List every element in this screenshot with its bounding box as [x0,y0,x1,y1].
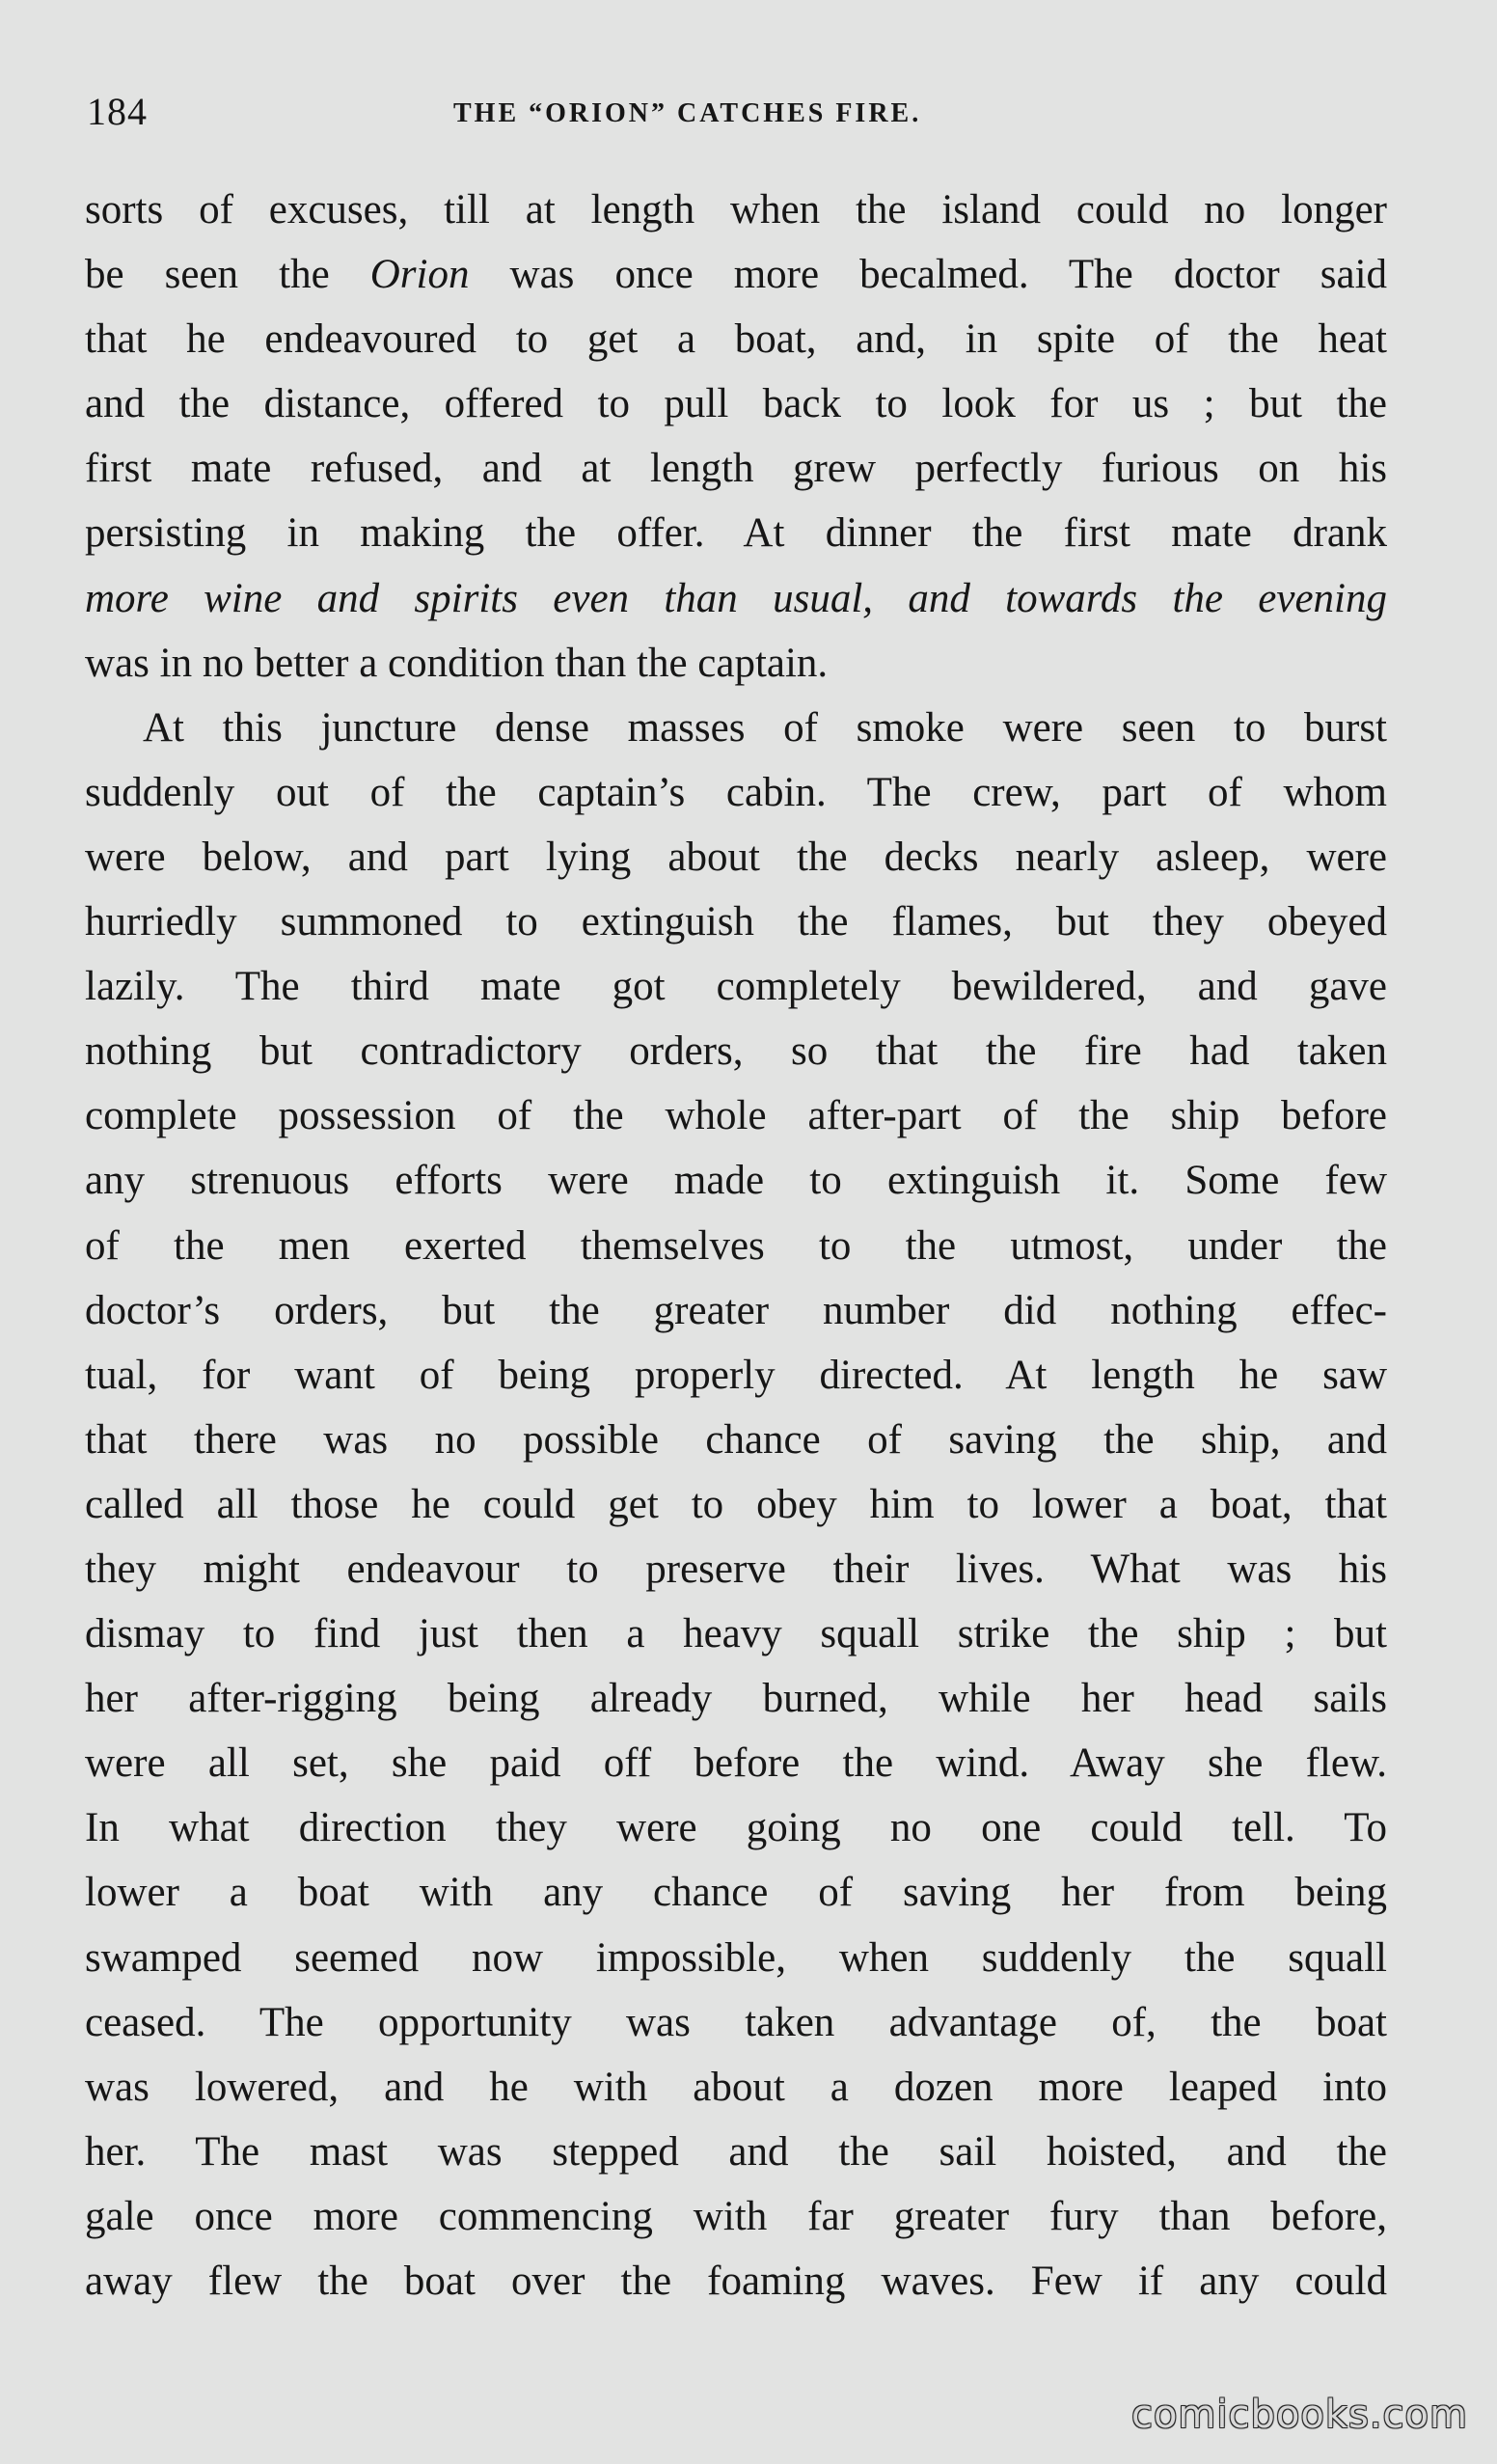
text-line: they might endeavour to preserve their lives. What was his [85,1546,1387,1592]
text-line: lazily. The third mate got completely bewildered, and gave [85,964,1387,1010]
text-line: of the men exerted themselves to the utmost, under the [85,1222,1387,1269]
running-head: THE “ORION” CATCHES FIRE. [453,98,922,128]
text-line: away flew the boat over the foaming waves. Few if any could [85,2259,1387,2304]
text-line: was lowered, and he with about a dozen more leaped into [85,2064,1387,2110]
text-line: persisting in making the offer. At dinner the first mate drank [85,510,1387,557]
text-line: that he endeavoured to get a boat, and, in spite of the heat [85,316,1387,363]
text-line: were below, and part lying about the decks nearly asleep, were [85,834,1387,880]
watermark: comicbooks.com [1130,2393,1468,2437]
text-fragment: was once more becalmed. The doctor said [509,252,1388,298]
text-line: complete possession of the whole after-part of the ship before [85,1093,1387,1139]
text-line: lower a boat with any chance of saving her from being [85,1870,1387,1916]
page-header [87,89,1389,147]
text-line: any strenuous efforts were made to extinguish it. Some few [85,1158,1387,1204]
text-line: was in no better a condition than the captain. [85,640,829,686]
text-line: hurriedly summoned to extinguish the flames, but they obeyed [85,899,1387,945]
text-line: nothing but contradictory orders, so that the fire had taken [85,1028,1387,1075]
text-line [85,242,1387,307]
text-line: and the distance, offered to pull back to look for us ; but the [85,381,1387,427]
text-fragment: more wine and spirits even than usual, and towards the evening [85,575,1387,621]
text-line: tual, for want of being properly directed. At length he saw [85,1352,1387,1398]
text-line: swamped seemed now impossible, when suddenly the squall [85,1934,1387,1981]
text-line: were all set, she paid off before the wind. Away she flew. [85,1740,1387,1787]
page-number: 184 [87,90,148,133]
text-line: ceased. The opportunity was taken advantage of, the boat [85,1999,1387,2045]
text-line: called all those he could get to obey him to lower a boat, that [85,1481,1387,1527]
text-line: At this juncture dense masses of smoke were seen to burst [143,704,1387,751]
body-text [85,178,1387,2313]
text-line [85,566,1387,631]
text-line: sorts of excuses, till at length when the island could no longer [85,187,1387,233]
ship-name: Orion [369,252,470,298]
text-line: dismay to find just then a heavy squall strike the ship ; but [85,1611,1387,1657]
text-line: In what direction they were going no one could tell. To [85,1805,1387,1851]
text-line: suddenly out of the captain’s cabin. The crew, part of whom [85,769,1387,815]
text-line: her. The mast was stepped and the sail hoisted, and the [85,2128,1387,2175]
text-line: gale once more commencing with far greater fury than before, [85,2193,1387,2239]
text-line: doctor’s orders, but the greater number did nothing effec- [85,1287,1387,1333]
text-fragment: be seen the [85,252,330,298]
text-line: that there was no possible chance of saving the ship, and [85,1416,1387,1463]
text-line: her after-rigging being already burned, while her head sails [85,1676,1387,1722]
text-line: first mate refused, and at length grew perfectly furious on his [85,446,1387,492]
